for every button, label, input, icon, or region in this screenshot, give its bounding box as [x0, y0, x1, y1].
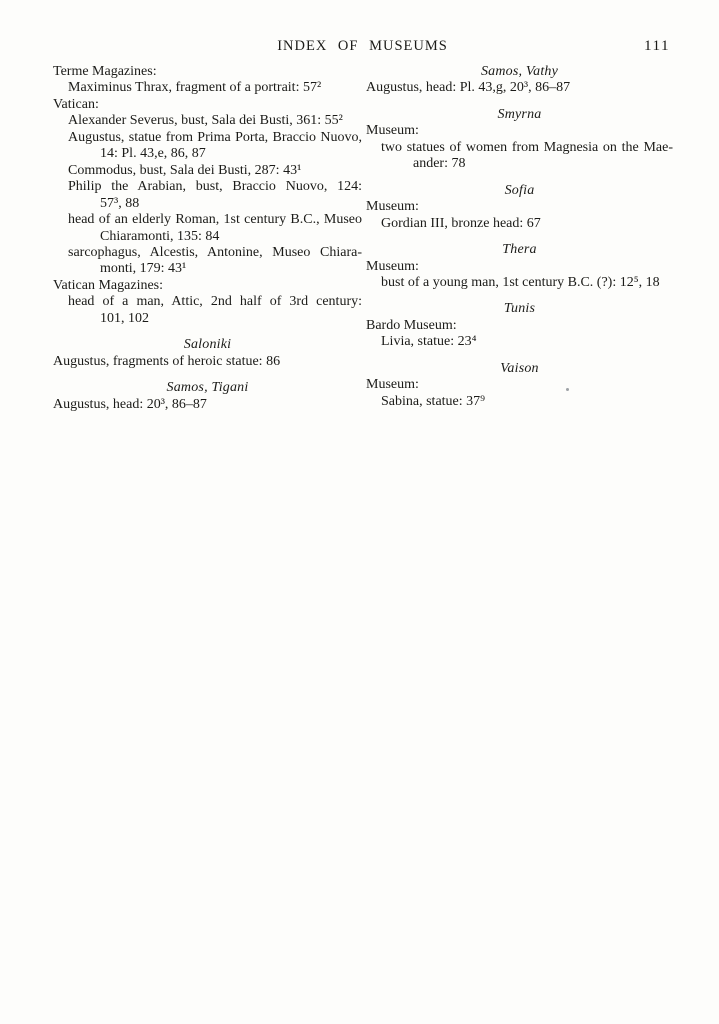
index-entry: bust of a young man, 1st century B.C. (?): 12⁵, 18 [381, 274, 660, 290]
entry-continuation: monti, 179: 43¹ [100, 261, 187, 277]
right-column [366, 64, 673, 410]
index-entry: Maximinus Thrax, fragment of a portrait: 57² [68, 80, 322, 96]
entry-continuation: 57³, 88 [100, 195, 140, 211]
index-entry: two statues of women from Magnesia on the Mae- [381, 139, 673, 155]
entry-continuation: ander: 78 [413, 156, 466, 172]
collection-header: Vatican: [53, 96, 99, 112]
page-title: INDEX OF MUSEUMS [277, 38, 448, 54]
scan-speck [566, 388, 569, 391]
collection-header: Museum: [366, 199, 419, 215]
museum-heading: Thera [502, 242, 537, 258]
entry-continuation: Chiaramonti, 135: 84 [100, 228, 220, 244]
entry-continuation: 101, 102 [100, 310, 149, 326]
index-entry: Philip the Arabian, bust, Braccio Nuovo, 124: [68, 179, 362, 195]
index-entry: head of a man, Attic, 2nd half of 3rd century: [68, 294, 362, 310]
index-entry: Augustus, head: 20³, 86–87 [53, 396, 207, 412]
index-entry: Augustus, head: Pl. 43,g, 20³, 86–87 [366, 80, 571, 96]
index-entry: Livia, statue: 23⁴ [381, 334, 477, 350]
index-entry: Augustus, statue from Prima Porta, Braccio Nuovo, [68, 129, 362, 145]
museum-heading: Sofia [504, 182, 535, 198]
collection-header: Museum: [366, 123, 419, 139]
collection-header: Vatican Magazines: [53, 277, 164, 293]
index-entry: head of an elderly Roman, 1st century B.C., Museo [68, 212, 362, 228]
collection-header: Bardo Museum: [366, 317, 457, 333]
museum-heading: Samos, Vathy [480, 64, 559, 79]
museum-heading: Smyrna [497, 106, 542, 122]
museum-heading: Samos, Tigani [166, 380, 249, 396]
entry-continuation: 14: Pl. 43,e, 86, 87 [100, 146, 206, 162]
index-entry: Augustus, fragments of heroic statue: 86 [53, 353, 281, 369]
index-entry: Commodus, bust, Sala dei Busti, 287: 43¹ [68, 162, 302, 178]
museum-heading: Vaison [500, 360, 539, 376]
index-entry: Gordian III, bronze head: 67 [381, 215, 541, 231]
museum-heading: Tunis [503, 301, 536, 317]
collection-header: Museum: [366, 258, 419, 274]
index-entry: Alexander Severus, bust, Sala dei Busti, 361: 55² [68, 113, 343, 129]
collection-header: Terme Magazines: [53, 64, 157, 79]
collection-header: Museum: [366, 377, 419, 393]
left-column [53, 64, 362, 413]
museum-heading: Saloniki [183, 337, 232, 353]
index-entry: Sabina, statue: 37⁹ [381, 393, 486, 409]
index-entry: sarcophagus, Alcestis, Antonine, Museo Chiara- [68, 244, 362, 260]
page-number: 111 [644, 37, 671, 54]
